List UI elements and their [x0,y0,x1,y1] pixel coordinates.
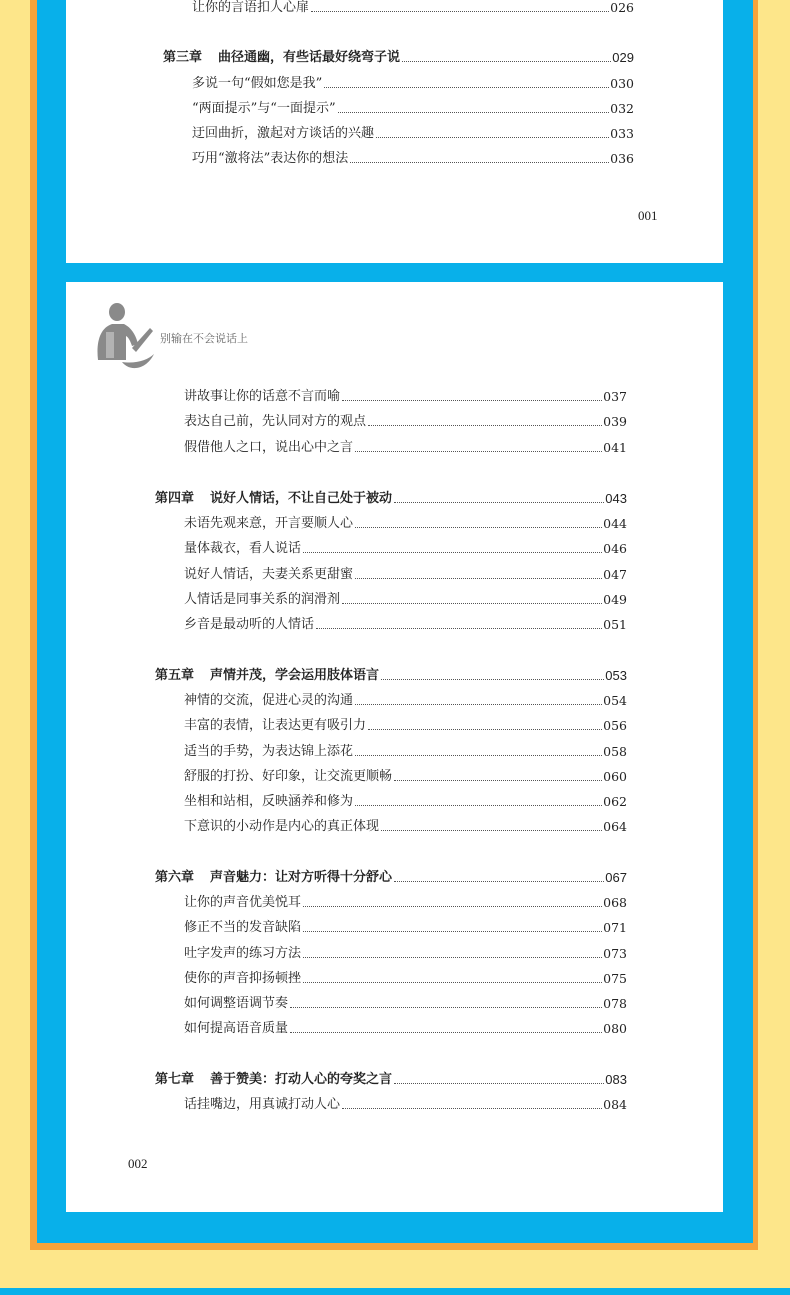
section-entry [184,819,627,835]
dot-leader [381,830,602,831]
dot-leader [303,906,602,907]
section-entry [184,567,627,583]
dot-leader [350,162,609,163]
section-title: 让你的言语扣人心扉 [192,0,310,15]
section-entry [192,126,634,142]
dot-leader [368,425,602,426]
chapter-title: 善于赞美：打动人心的夸奖之言 [210,1072,393,1087]
section-title: 多说一句“假如您是我” [192,76,323,91]
chapter-entry [155,491,627,507]
chapter-entry [155,668,627,684]
toc-page-ref: 039 [603,414,627,429]
dot-leader [342,400,602,401]
section-entry [184,895,627,911]
toc-page-ref: 062 [603,794,627,809]
section-title: 修正不当的发音缺陷 [184,920,302,935]
dot-leader [355,704,602,705]
toc-page-ref: 049 [603,592,627,607]
dot-leader [303,931,602,932]
section-title: 下意识的小动作是内心的真正体现 [184,819,380,834]
dot-leader [376,137,609,138]
toc-page-ref: 073 [603,946,627,961]
dot-leader [355,578,602,579]
chapter-number: 第六章 [155,870,195,885]
section-title: 假借他人之口，说出心中之言 [184,440,354,455]
section-entry [184,744,627,760]
section-entry [192,151,634,167]
toc-page-ref: 029 [612,50,634,65]
dot-leader [342,603,602,604]
dot-leader [338,112,610,113]
toc-page-ref: 030 [610,76,634,91]
section-entry [184,996,627,1012]
toc-page-ref: 056 [603,718,627,733]
toc-page-ref: 041 [603,440,627,455]
section-title: 未语先观来意，开言要顺人心 [184,516,354,531]
speaker-silhouette-icon [92,302,158,374]
section-title: 坐相和站相，反映涵养和修为 [184,794,354,809]
section-entry [184,693,627,709]
section-title: 说好人情话，夫妻关系更甜蜜 [184,567,354,582]
dot-leader [394,780,602,781]
toc-page-ref: 044 [603,516,627,531]
toc-page-1 [66,0,723,263]
dot-leader [394,502,604,503]
chapter-number: 第四章 [155,491,195,506]
section-entry [184,769,627,785]
section-entry [184,440,627,456]
chapter-entry [163,50,634,66]
section-entry [184,946,627,962]
dot-leader [402,61,611,62]
toc-page-ref: 046 [603,541,627,556]
section-title: 巧用“激将法”表达你的想法 [192,151,349,166]
section-entry [192,0,634,16]
section-entry [184,516,627,532]
dot-leader [303,552,602,553]
toc-page-ref: 068 [603,895,627,910]
toc-page-ref: 075 [603,971,627,986]
toc-page-ref: 053 [605,668,627,683]
chapter-title: 声情并茂，学会运用肢体语言 [210,668,380,683]
toc-page-ref: 064 [603,819,627,834]
chapter-number: 第七章 [155,1072,195,1087]
toc-page-ref: 080 [603,1021,627,1036]
toc-page-ref: 036 [610,151,634,166]
section-entry [184,1021,627,1037]
chapter-title: 说好人情话，不让自己处于被动 [210,491,393,506]
toc-page-ref: 047 [603,567,627,582]
dot-leader [303,982,602,983]
section-title: 舒服的打扮、好印象，让交流更顺畅 [184,769,393,784]
dot-leader [355,805,602,806]
toc-page-ref: 083 [605,1072,627,1087]
section-title: 吐字发声的练习方法 [184,946,302,961]
dot-leader [368,729,602,730]
section-title: 迂回曲折，激起对方谈话的兴趣 [192,126,375,141]
dot-leader [381,679,604,680]
section-title: 如何提高语音质量 [184,1021,289,1036]
dot-leader [290,1032,602,1033]
dot-leader [324,87,609,88]
page-number: 002 [128,1156,148,1171]
section-title: “两面提示”与“一面提示” [192,101,336,116]
chapter-entry [155,1072,627,1088]
bottom-stripe [0,1288,790,1295]
dot-leader [342,1108,602,1109]
toc-page-ref: 051 [603,617,627,632]
toc-page-2 [66,282,723,1212]
dot-leader [394,881,604,882]
section-title: 人情话是同事关系的润滑剂 [184,592,341,607]
section-entry [184,414,627,430]
chapter-number: 第三章 [163,50,203,65]
toc-page-ref: 037 [603,389,627,404]
section-entry [184,617,627,633]
toc-page-ref: 078 [603,996,627,1011]
section-entry [184,389,627,405]
section-title: 神情的交流，促进心灵的沟通 [184,693,354,708]
dot-leader [316,628,602,629]
section-title: 让你的声音优美悦耳 [184,895,302,910]
toc-page-ref: 054 [603,693,627,708]
toc-page-ref: 032 [610,101,634,116]
section-title: 表达自己前，先认同对方的观点 [184,414,367,429]
section-entry [184,592,627,608]
section-title: 如何调整语调节奏 [184,996,289,1011]
dot-leader [394,1083,604,1084]
section-title: 丰富的表情，让表达更有吸引力 [184,718,367,733]
toc-page-ref: 033 [610,126,634,141]
section-title: 话挂嘴边，用真诚打动人心 [184,1097,341,1112]
book-title-header: 别输在不会说话上 [160,332,248,345]
section-entry [184,541,627,557]
toc-page-ref: 071 [603,920,627,935]
section-title: 讲故事让你的话意不言而喻 [184,389,341,404]
dot-leader [355,755,602,756]
section-entry [192,101,634,117]
toc-page-ref: 060 [603,769,627,784]
chapter-number: 第五章 [155,668,195,683]
dot-leader [303,957,602,958]
section-entry [192,76,634,92]
section-title: 适当的手势，为表达锦上添花 [184,744,354,759]
toc-page-ref: 026 [610,0,634,15]
section-entry [184,920,627,936]
section-title: 乡音是最动听的人情话 [184,617,315,632]
chapter-title: 声音魅力：让对方听得十分舒心 [210,870,393,885]
page-number: 001 [638,208,658,223]
toc-page-ref: 043 [605,491,627,506]
toc-page-ref: 067 [605,870,627,885]
chapter-entry [155,870,627,886]
toc-page-ref: 058 [603,744,627,759]
dot-leader [355,451,602,452]
section-entry [184,794,627,810]
dot-leader [290,1007,602,1008]
section-entry [184,971,627,987]
section-entry [184,1097,627,1113]
dot-leader [355,527,602,528]
section-title: 量体裁衣，看人说话 [184,541,302,556]
dot-leader [311,11,609,12]
toc-page-ref: 084 [603,1097,627,1112]
section-entry [184,718,627,734]
section-title: 使你的声音抑扬顿挫 [184,971,302,986]
chapter-title: 曲径通幽，有些话最好绕弯子说 [218,50,401,65]
